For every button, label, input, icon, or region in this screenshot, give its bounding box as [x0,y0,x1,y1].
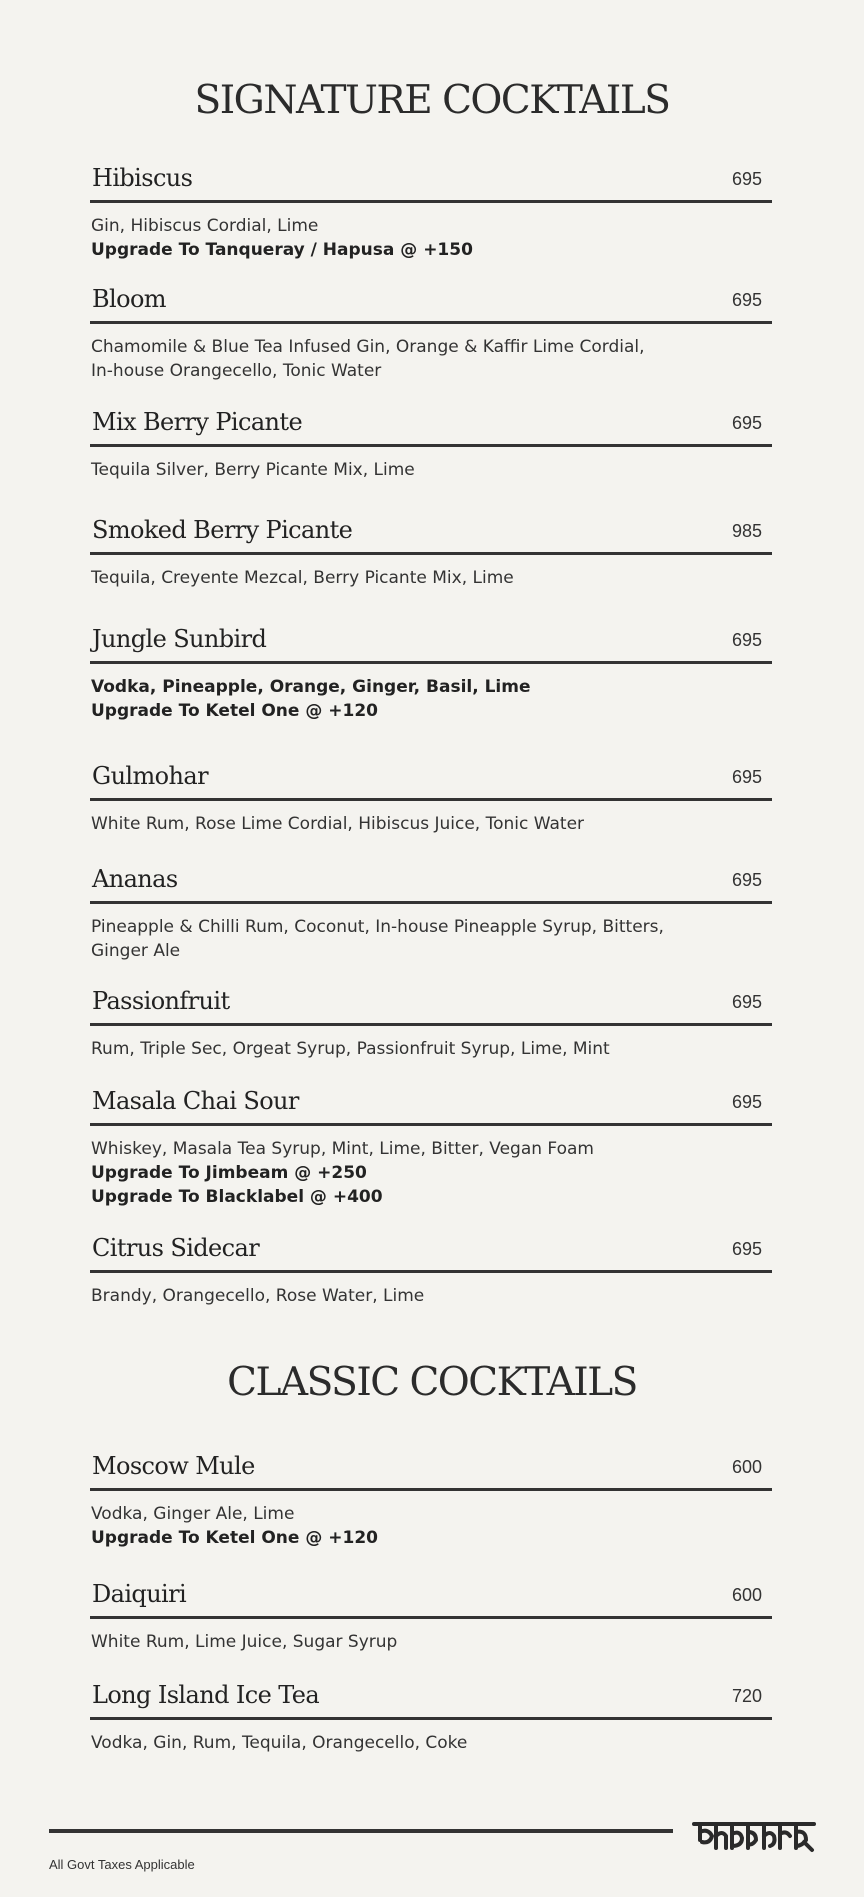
menu-item-ingredients-line: In-house Orangecello, Tonic Water [91,361,382,381]
menu-item-description [90,1273,772,1308]
menu-item-header [90,621,772,664]
menu-item-ingredients-line: Ginger Ale [91,941,181,961]
menu-item-header [90,1083,772,1126]
menu-item-price: 985 [731,521,762,541]
menu-item [90,1448,772,1550]
menu-item-price: 695 [731,767,762,787]
menu-item-ingredients-line: Vodka, Gin, Rum, Tequila, Orangecello, Coke [91,1733,468,1753]
menu-item-name: Jungle Sunbird [92,625,267,653]
menu-item-upgrade-line: Vodka, Pineapple, Orange, Ginger, Basil, Lime [91,677,531,697]
menu-item-description [90,801,772,836]
menu-item-header [90,404,772,447]
menu-item-ingredients-line: Brandy, Orangecello, Rose Water, Lime [91,1286,425,1306]
menu-item [90,758,772,836]
menu-item-price: 695 [731,290,762,310]
menu-item-upgrade-line: Upgrade To Ketel One @ +120 [91,701,379,721]
menu-item-description [90,1126,772,1209]
menu-item [90,1677,772,1755]
menu-item [90,1230,772,1308]
menu-item-ingredients-line: Pineapple & Chilli Rum, Coconut, In-house Pineapple Syrup, Bitters, [91,917,664,937]
logo-wordmark-icon [692,1818,816,1860]
menu-item-description [90,447,772,482]
menu-item-ingredients-line: Chamomile & Blue Tea Infused Gin, Orange & Kaffir Lime Cordial, [91,337,645,357]
menu-item-name: Daiquiri [92,1580,187,1608]
menu-item-ingredients-line: Vodka, Ginger Ale, Lime [91,1504,295,1524]
menu-item-name: Hibiscus [92,164,193,192]
menu-item-price: 695 [731,870,762,890]
menu-item [90,1576,772,1654]
menu-item-ingredients-line: White Rum, Rose Lime Cordial, Hibiscus Juice, Tonic Water [91,814,585,834]
menu-item-price: 600 [731,1585,762,1605]
menu-item-price: 695 [731,630,762,650]
menu-item-price: 695 [731,413,762,433]
menu-item-description [90,555,772,590]
menu-item-header [90,281,772,324]
menu-item-name: Passionfruit [92,987,230,1015]
menu-item-description [90,324,772,383]
menu-item-name: Gulmohar [92,762,208,790]
menu-item-upgrade-line: Upgrade To Tanqueray / Hapusa @ +150 [91,240,473,260]
menu-item-name: Ananas [92,865,178,893]
menu-item-header [90,1230,772,1273]
menu-item-description [90,1491,772,1550]
menu-item-header [90,160,772,203]
footer-tax-note: All Govt Taxes Applicable [49,1857,195,1872]
menu-item [90,1083,772,1209]
menu-item-name: Citrus Sidecar [92,1234,260,1262]
menu-item-description [90,1619,772,1654]
menu-item-header [90,983,772,1026]
menu-item-price: 720 [731,1686,762,1706]
menu-item-header [90,758,772,801]
menu-item [90,281,772,383]
menu-item [90,404,772,482]
menu-item [90,983,772,1061]
menu-item [90,861,772,963]
menu-item-description [90,904,772,963]
menu-item [90,621,772,723]
menu-item-description [90,1720,772,1755]
menu-item-name: Bloom [92,285,166,313]
menu-item-header [90,512,772,555]
menu-item-upgrade-line: Upgrade To Jimbeam @ +250 [91,1163,367,1183]
menu-item-ingredients-line: White Rum, Lime Juice, Sugar Syrup [91,1632,398,1652]
menu-item-ingredients-line: Whiskey, Masala Tea Syrup, Mint, Lime, Bitter, Vegan Foam [91,1139,594,1159]
menu-item-name: Masala Chai Sour [92,1087,299,1115]
menu-item-description [90,203,772,262]
menu-item-ingredients-line: Gin, Hibiscus Cordial, Lime [91,216,319,236]
menu-item-description [90,1026,772,1061]
menu-item-price: 695 [731,1239,762,1259]
footer-divider [49,1829,673,1833]
menu-item-ingredients-line: Tequila, Creyente Mezcal, Berry Picante Mix, Lime [91,568,514,588]
menu-item-description [90,664,772,723]
menu-item-ingredients-line: Tequila Silver, Berry Picante Mix, Lime [91,460,415,480]
menu-item-name: Mix Berry Picante [92,408,303,436]
menu-item-name: Smoked Berry Picante [92,516,353,544]
menu-item-name: Long Island Ice Tea [92,1681,320,1709]
menu-item-name: Moscow Mule [92,1452,255,1480]
menu-item-price: 695 [731,169,762,189]
menu-item-header [90,1576,772,1619]
menu-item-price: 695 [731,1092,762,1112]
menu-item-ingredients-line: Rum, Triple Sec, Orgeat Syrup, Passionfruit Syrup, Lime, Mint [91,1039,610,1059]
signature-section-title: SIGNATURE COCKTAILS [194,78,670,123]
menu-item-price: 600 [731,1457,762,1477]
classic-section-title: CLASSIC COCKTAILS [227,1360,637,1405]
menu-item-header [90,861,772,904]
menu-item [90,512,772,590]
menu-item-header [90,1677,772,1720]
menu-item-price: 695 [731,992,762,1012]
menu-item-header [90,1448,772,1491]
menu-item-upgrade-line: Upgrade To Blacklabel @ +400 [91,1187,383,1207]
brand-logo [692,1818,816,1860]
menu-item-upgrade-line: Upgrade To Ketel One @ +120 [91,1528,379,1548]
menu-item [90,160,772,262]
